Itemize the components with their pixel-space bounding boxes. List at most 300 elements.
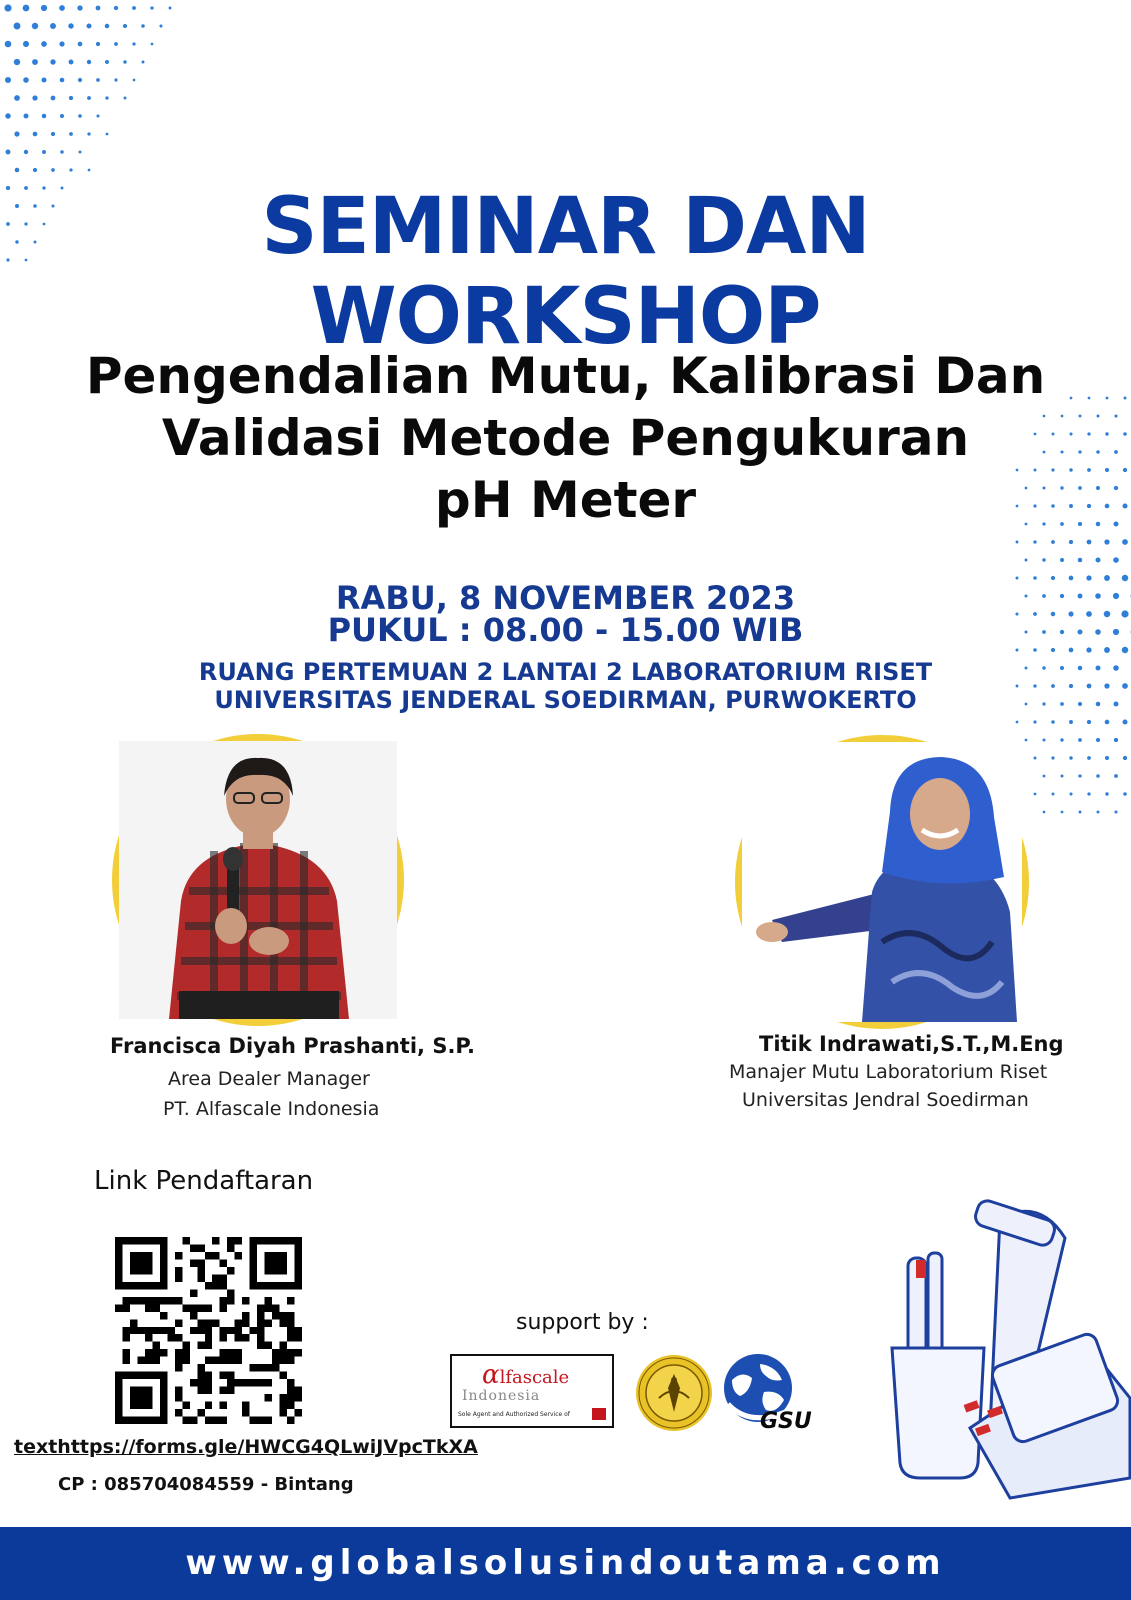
qr-module — [250, 1252, 257, 1259]
decorative-dot — [132, 6, 136, 10]
qr-module — [197, 1267, 204, 1274]
decorative-dot — [1096, 738, 1100, 742]
decorative-dot — [1016, 577, 1019, 580]
qr-module — [265, 1267, 272, 1274]
qr-module — [130, 1402, 137, 1409]
qr-module — [212, 1274, 219, 1281]
qr-module — [137, 1394, 144, 1401]
qr-module — [205, 1379, 212, 1386]
qr-module — [175, 1319, 182, 1326]
qr-module — [227, 1267, 234, 1274]
qr-module — [190, 1312, 197, 1319]
qr-module — [122, 1417, 129, 1424]
qr-module — [205, 1417, 212, 1424]
qr-module — [175, 1387, 182, 1394]
decorative-dot — [1078, 558, 1083, 563]
qr-module — [212, 1319, 219, 1326]
qr-module — [182, 1417, 189, 1424]
qr-module — [242, 1297, 249, 1304]
qr-module — [235, 1319, 242, 1326]
registration-label: Link Pendaftaran — [94, 1166, 314, 1196]
qr-module — [227, 1289, 234, 1296]
qr-module — [220, 1387, 227, 1394]
qr-module — [145, 1267, 152, 1274]
qr-module — [137, 1259, 144, 1266]
decorative-dot — [1069, 576, 1074, 581]
qr-module — [122, 1327, 129, 1334]
qr-module — [295, 1409, 302, 1416]
qr-module — [220, 1274, 227, 1281]
qr-module — [227, 1244, 234, 1251]
decorative-dot — [1069, 756, 1072, 759]
decorative-dot — [1033, 648, 1037, 652]
qr-module — [250, 1244, 257, 1251]
decorative-dot — [1123, 756, 1127, 760]
qr-module — [287, 1417, 294, 1424]
decorative-dot — [77, 5, 82, 10]
qr-module — [145, 1357, 152, 1364]
qr-module — [265, 1417, 272, 1424]
qr-module — [197, 1364, 204, 1371]
event-venue — [0, 658, 1131, 714]
qr-module — [235, 1334, 242, 1341]
qr-module — [115, 1259, 122, 1266]
event-time: PUKUL : 08.00 - 15.00 WIB — [327, 611, 804, 649]
qr-module — [137, 1267, 144, 1274]
qr-module — [295, 1237, 302, 1244]
qr-module — [265, 1252, 272, 1259]
qr-module — [145, 1259, 152, 1266]
decorative-dot — [32, 59, 38, 65]
qr-module — [287, 1319, 294, 1326]
qr-module — [145, 1282, 152, 1289]
decorative-dot — [1016, 649, 1019, 652]
qr-module — [160, 1312, 167, 1319]
qr-module — [235, 1252, 242, 1259]
decorative-dot — [106, 133, 109, 136]
qr-module — [160, 1252, 167, 1259]
qr-module — [175, 1394, 182, 1401]
qr-module — [145, 1297, 152, 1304]
qr-module — [145, 1252, 152, 1259]
decorative-dot — [1087, 432, 1090, 435]
qr-module — [272, 1304, 279, 1311]
decorative-dot — [1122, 647, 1128, 653]
subtitle-line-2: Validasi Metode Pengukuran — [161, 409, 970, 467]
qr-module — [137, 1372, 144, 1379]
qr-module — [257, 1417, 264, 1424]
qr-module — [182, 1304, 189, 1311]
qr-module — [220, 1417, 227, 1424]
decorative-dot — [59, 5, 65, 11]
qr-module — [197, 1387, 204, 1394]
qr-module — [280, 1267, 287, 1274]
decorative-dot — [1087, 504, 1091, 508]
qr-module — [272, 1312, 279, 1319]
decorative-dot — [1060, 738, 1063, 741]
decorative-dot — [24, 150, 28, 154]
qr-module — [220, 1259, 227, 1266]
decorative-dot — [96, 42, 100, 46]
decorative-dot — [69, 60, 74, 65]
qr-module — [242, 1409, 249, 1416]
decorative-dot — [1096, 774, 1100, 778]
qr-module — [265, 1319, 272, 1326]
qr-module — [182, 1349, 189, 1356]
qr-module — [250, 1274, 257, 1281]
qr-module — [197, 1274, 204, 1281]
qr-module — [280, 1349, 287, 1356]
qr-module — [212, 1237, 219, 1244]
decorative-dot — [1061, 811, 1064, 814]
decorative-dot — [1033, 720, 1036, 723]
qr-module — [160, 1267, 167, 1274]
decorative-dot — [1097, 415, 1100, 418]
qr-module — [122, 1297, 129, 1304]
decorative-dot — [68, 23, 73, 28]
qr-module — [242, 1402, 249, 1409]
qr-module — [115, 1237, 122, 1244]
qr-module — [287, 1379, 294, 1386]
qr-module — [160, 1409, 167, 1416]
decorative-dot — [23, 5, 30, 12]
decorative-dot — [151, 43, 154, 46]
decorative-dot — [1078, 450, 1081, 453]
qr-module — [227, 1349, 234, 1356]
qr-module — [160, 1327, 167, 1334]
decorative-dot — [1123, 468, 1127, 472]
qr-module — [265, 1237, 272, 1244]
qr-module — [287, 1297, 294, 1304]
event-subtitle — [60, 345, 1071, 531]
qr-module — [265, 1297, 272, 1304]
qr-module — [295, 1387, 302, 1394]
decorative-dot — [51, 96, 56, 101]
decorative-dot — [1086, 575, 1091, 580]
decorative-dot — [1078, 738, 1082, 742]
decorative-dot — [1114, 414, 1117, 417]
decorative-dot — [50, 59, 55, 64]
decorative-dot — [1122, 539, 1128, 545]
decorative-dot — [1051, 540, 1055, 544]
decorative-dot — [1060, 774, 1063, 777]
qr-module — [175, 1349, 182, 1356]
qr-module — [130, 1297, 137, 1304]
decorative-dot — [1033, 540, 1036, 543]
qr-module — [145, 1334, 152, 1341]
qr-module — [257, 1334, 264, 1341]
speaker-1-illustration — [119, 741, 397, 1019]
qr-module — [272, 1357, 279, 1364]
decorative-dot — [1122, 719, 1127, 724]
qr-module — [122, 1357, 129, 1364]
qr-module — [280, 1319, 287, 1326]
qr-module — [287, 1357, 294, 1364]
qr-module — [265, 1259, 272, 1266]
qr-module — [190, 1417, 197, 1424]
qr-module — [272, 1349, 279, 1356]
speaker-1-role: Area Dealer Manager — [168, 1068, 370, 1090]
speaker-1-name: Francisca Diyah Prashanti, S.P. — [110, 1034, 475, 1058]
qr-module — [220, 1402, 227, 1409]
decorative-dot — [1114, 486, 1118, 490]
decorative-dot — [6, 150, 11, 155]
decorative-dot — [1105, 468, 1109, 472]
qr-module — [250, 1237, 257, 1244]
qr-module — [220, 1334, 227, 1341]
decorative-dot — [33, 168, 37, 172]
qr-module — [160, 1417, 167, 1424]
qr-module — [265, 1304, 272, 1311]
footer-website-link[interactable]: www.globalsolusindoutama.com — [185, 1543, 946, 1583]
speaker-1-org: PT. Alfascale Indonesia — [163, 1098, 380, 1120]
qr-module — [295, 1252, 302, 1259]
speaker-2-role: Manajer Mutu Laboratorium Riset — [729, 1061, 1048, 1083]
qr-module — [295, 1349, 302, 1356]
qr-module — [175, 1357, 182, 1364]
qr-module — [205, 1282, 212, 1289]
qr-module — [220, 1297, 227, 1304]
qr-module — [167, 1327, 174, 1334]
qr-module — [160, 1237, 167, 1244]
qr-module — [227, 1357, 234, 1364]
qr-module — [152, 1349, 159, 1356]
decorative-dot — [1042, 738, 1045, 741]
qr-module — [295, 1334, 302, 1341]
qr-module — [265, 1282, 272, 1289]
qr-module — [160, 1379, 167, 1386]
decorative-dot — [1043, 775, 1046, 778]
qr-module — [152, 1297, 159, 1304]
qr-module — [152, 1304, 159, 1311]
qr-module — [160, 1244, 167, 1251]
decorative-dot — [1095, 557, 1100, 562]
alfascale-logo-tagline: Sole Agent and Authorized Service of — [458, 1411, 570, 1418]
qr-module — [130, 1319, 137, 1326]
decorative-dot — [1042, 558, 1045, 561]
decorative-dot — [1078, 774, 1081, 777]
decorative-dot — [1087, 540, 1092, 545]
decorative-dot — [14, 131, 19, 136]
venue-line-1: RUANG PERTEMUAN 2 LANTAI 2 LABORATORIUM RISET — [198, 658, 933, 686]
decorative-dot — [88, 169, 91, 172]
qr-module — [242, 1319, 249, 1326]
decorative-dot — [1114, 774, 1118, 778]
qr-module — [287, 1394, 294, 1401]
decorative-dot — [1122, 503, 1127, 508]
decorative-dot — [1051, 720, 1055, 724]
qr-module — [160, 1282, 167, 1289]
qr-module — [250, 1267, 257, 1274]
qr-module — [235, 1237, 242, 1244]
decorative-dot — [1096, 450, 1100, 454]
decorative-dot — [1105, 792, 1108, 795]
qr-module — [257, 1237, 264, 1244]
qr-module — [175, 1297, 182, 1304]
decorative-dot — [42, 150, 46, 154]
qr-module — [197, 1409, 204, 1416]
qr-module — [197, 1244, 204, 1251]
qr-module — [152, 1342, 159, 1349]
decorative-dot — [1025, 559, 1028, 562]
qr-module — [115, 1282, 122, 1289]
decorative-dot — [14, 59, 20, 65]
decorative-dot — [124, 97, 127, 100]
decorative-dot — [69, 132, 73, 136]
registration-link[interactable]: texthttps://forms.gle/HWCG4QLwiJVpcTkXA — [14, 1436, 478, 1458]
decorative-dot — [1104, 575, 1110, 581]
decorative-dot — [141, 24, 145, 28]
decorative-dot — [1114, 522, 1119, 527]
qr-module — [287, 1402, 294, 1409]
qr-module — [242, 1312, 249, 1319]
decorative-dot — [1087, 468, 1091, 472]
qr-module — [145, 1402, 152, 1409]
qr-module — [205, 1387, 212, 1394]
qr-module — [130, 1387, 137, 1394]
qr-module — [205, 1327, 212, 1334]
decorative-dot — [5, 41, 12, 48]
decorative-dot — [50, 23, 56, 29]
qr-module — [295, 1394, 302, 1401]
registration-qr-code[interactable] — [115, 1237, 302, 1424]
decorative-dot — [41, 41, 47, 47]
qr-module — [280, 1259, 287, 1266]
qr-module — [145, 1372, 152, 1379]
qr-module — [227, 1297, 234, 1304]
qr-module — [272, 1252, 279, 1259]
qr-module — [130, 1417, 137, 1424]
qr-module — [227, 1372, 234, 1379]
qr-module — [227, 1387, 234, 1394]
decorative-dot — [79, 151, 82, 154]
decorative-dot — [1105, 756, 1109, 760]
decorative-dot — [60, 150, 63, 153]
qr-module — [265, 1379, 272, 1386]
qr-module — [160, 1402, 167, 1409]
alfascale-logo-name: lfascale — [499, 1367, 570, 1388]
qr-module — [197, 1319, 204, 1326]
qr-module — [137, 1237, 144, 1244]
decorative-dot — [1114, 450, 1118, 454]
ohaus-mark-icon — [592, 1408, 606, 1420]
qr-module — [280, 1402, 287, 1409]
qr-module — [205, 1342, 212, 1349]
decorative-dot — [1051, 648, 1055, 652]
qr-module — [130, 1237, 137, 1244]
ph-meter-illustration-icon — [880, 1198, 1130, 1518]
qr-module — [205, 1372, 212, 1379]
qr-module — [175, 1409, 182, 1416]
decorative-dot — [1123, 432, 1127, 436]
qr-module — [145, 1417, 152, 1424]
qr-module — [250, 1379, 257, 1386]
decorative-dot — [69, 96, 73, 100]
qr-module — [115, 1417, 122, 1424]
decorative-dot — [60, 114, 64, 118]
qr-module — [122, 1304, 129, 1311]
decorative-dot — [105, 96, 108, 99]
decorative-dot — [14, 95, 20, 101]
qr-module — [257, 1304, 264, 1311]
qr-module — [287, 1237, 294, 1244]
decorative-dot — [132, 42, 135, 45]
decorative-dot — [4, 4, 11, 11]
qr-module — [272, 1259, 279, 1266]
qr-module — [242, 1334, 249, 1341]
qr-module — [197, 1372, 204, 1379]
qr-module — [130, 1282, 137, 1289]
decorative-dot — [114, 78, 117, 81]
qr-module — [280, 1312, 287, 1319]
qr-module — [190, 1379, 197, 1386]
qr-module — [280, 1372, 287, 1379]
decorative-dot — [1114, 810, 1117, 813]
qr-module — [152, 1327, 159, 1334]
decorative-dot — [1051, 576, 1055, 580]
qr-module — [257, 1379, 264, 1386]
qr-module — [295, 1244, 302, 1251]
qr-module — [235, 1357, 242, 1364]
decorative-dot — [24, 114, 29, 119]
subtitle-line-1: Pengendalian Mutu, Kalibrasi Dan — [85, 347, 1046, 405]
qr-module — [197, 1379, 204, 1386]
qr-module — [137, 1357, 144, 1364]
qr-module — [160, 1387, 167, 1394]
qr-module — [145, 1394, 152, 1401]
qr-module — [287, 1349, 294, 1356]
decorative-dot — [1105, 720, 1110, 725]
qr-module — [235, 1349, 242, 1356]
qr-module — [265, 1394, 272, 1401]
decorative-dot — [5, 77, 11, 83]
qr-module — [235, 1327, 242, 1334]
qr-module — [190, 1289, 197, 1296]
decorative-dot — [1069, 720, 1073, 724]
qr-module — [220, 1327, 227, 1334]
qr-module — [167, 1334, 174, 1341]
decorative-dot — [60, 78, 65, 83]
decorative-dot — [1043, 811, 1046, 814]
decorative-dot — [87, 132, 90, 135]
decorative-dot — [1078, 522, 1082, 526]
qr-module — [197, 1304, 204, 1311]
qr-module — [250, 1259, 257, 1266]
qr-module — [115, 1402, 122, 1409]
decorative-dot — [78, 42, 83, 47]
decorative-dot — [133, 79, 136, 82]
speaker-2-org: Universitas Jendral Soedirman — [742, 1089, 1029, 1111]
qr-module — [242, 1379, 249, 1386]
qr-module — [280, 1252, 287, 1259]
decorative-dot — [15, 168, 20, 173]
decorative-dot — [23, 77, 29, 83]
qr-module — [280, 1357, 287, 1364]
qr-module — [130, 1252, 137, 1259]
qr-module — [130, 1394, 137, 1401]
decorative-dot — [1033, 576, 1037, 580]
decorative-dot — [1060, 558, 1064, 562]
decorative-dot — [1069, 792, 1072, 795]
qr-module — [137, 1297, 144, 1304]
qr-module — [265, 1364, 272, 1371]
decorative-dot — [1123, 792, 1127, 796]
qr-module — [212, 1417, 219, 1424]
decorative-dot — [1113, 557, 1119, 563]
decorative-dot — [33, 132, 38, 137]
decorative-dot — [123, 24, 127, 28]
decorative-dot — [114, 6, 118, 10]
